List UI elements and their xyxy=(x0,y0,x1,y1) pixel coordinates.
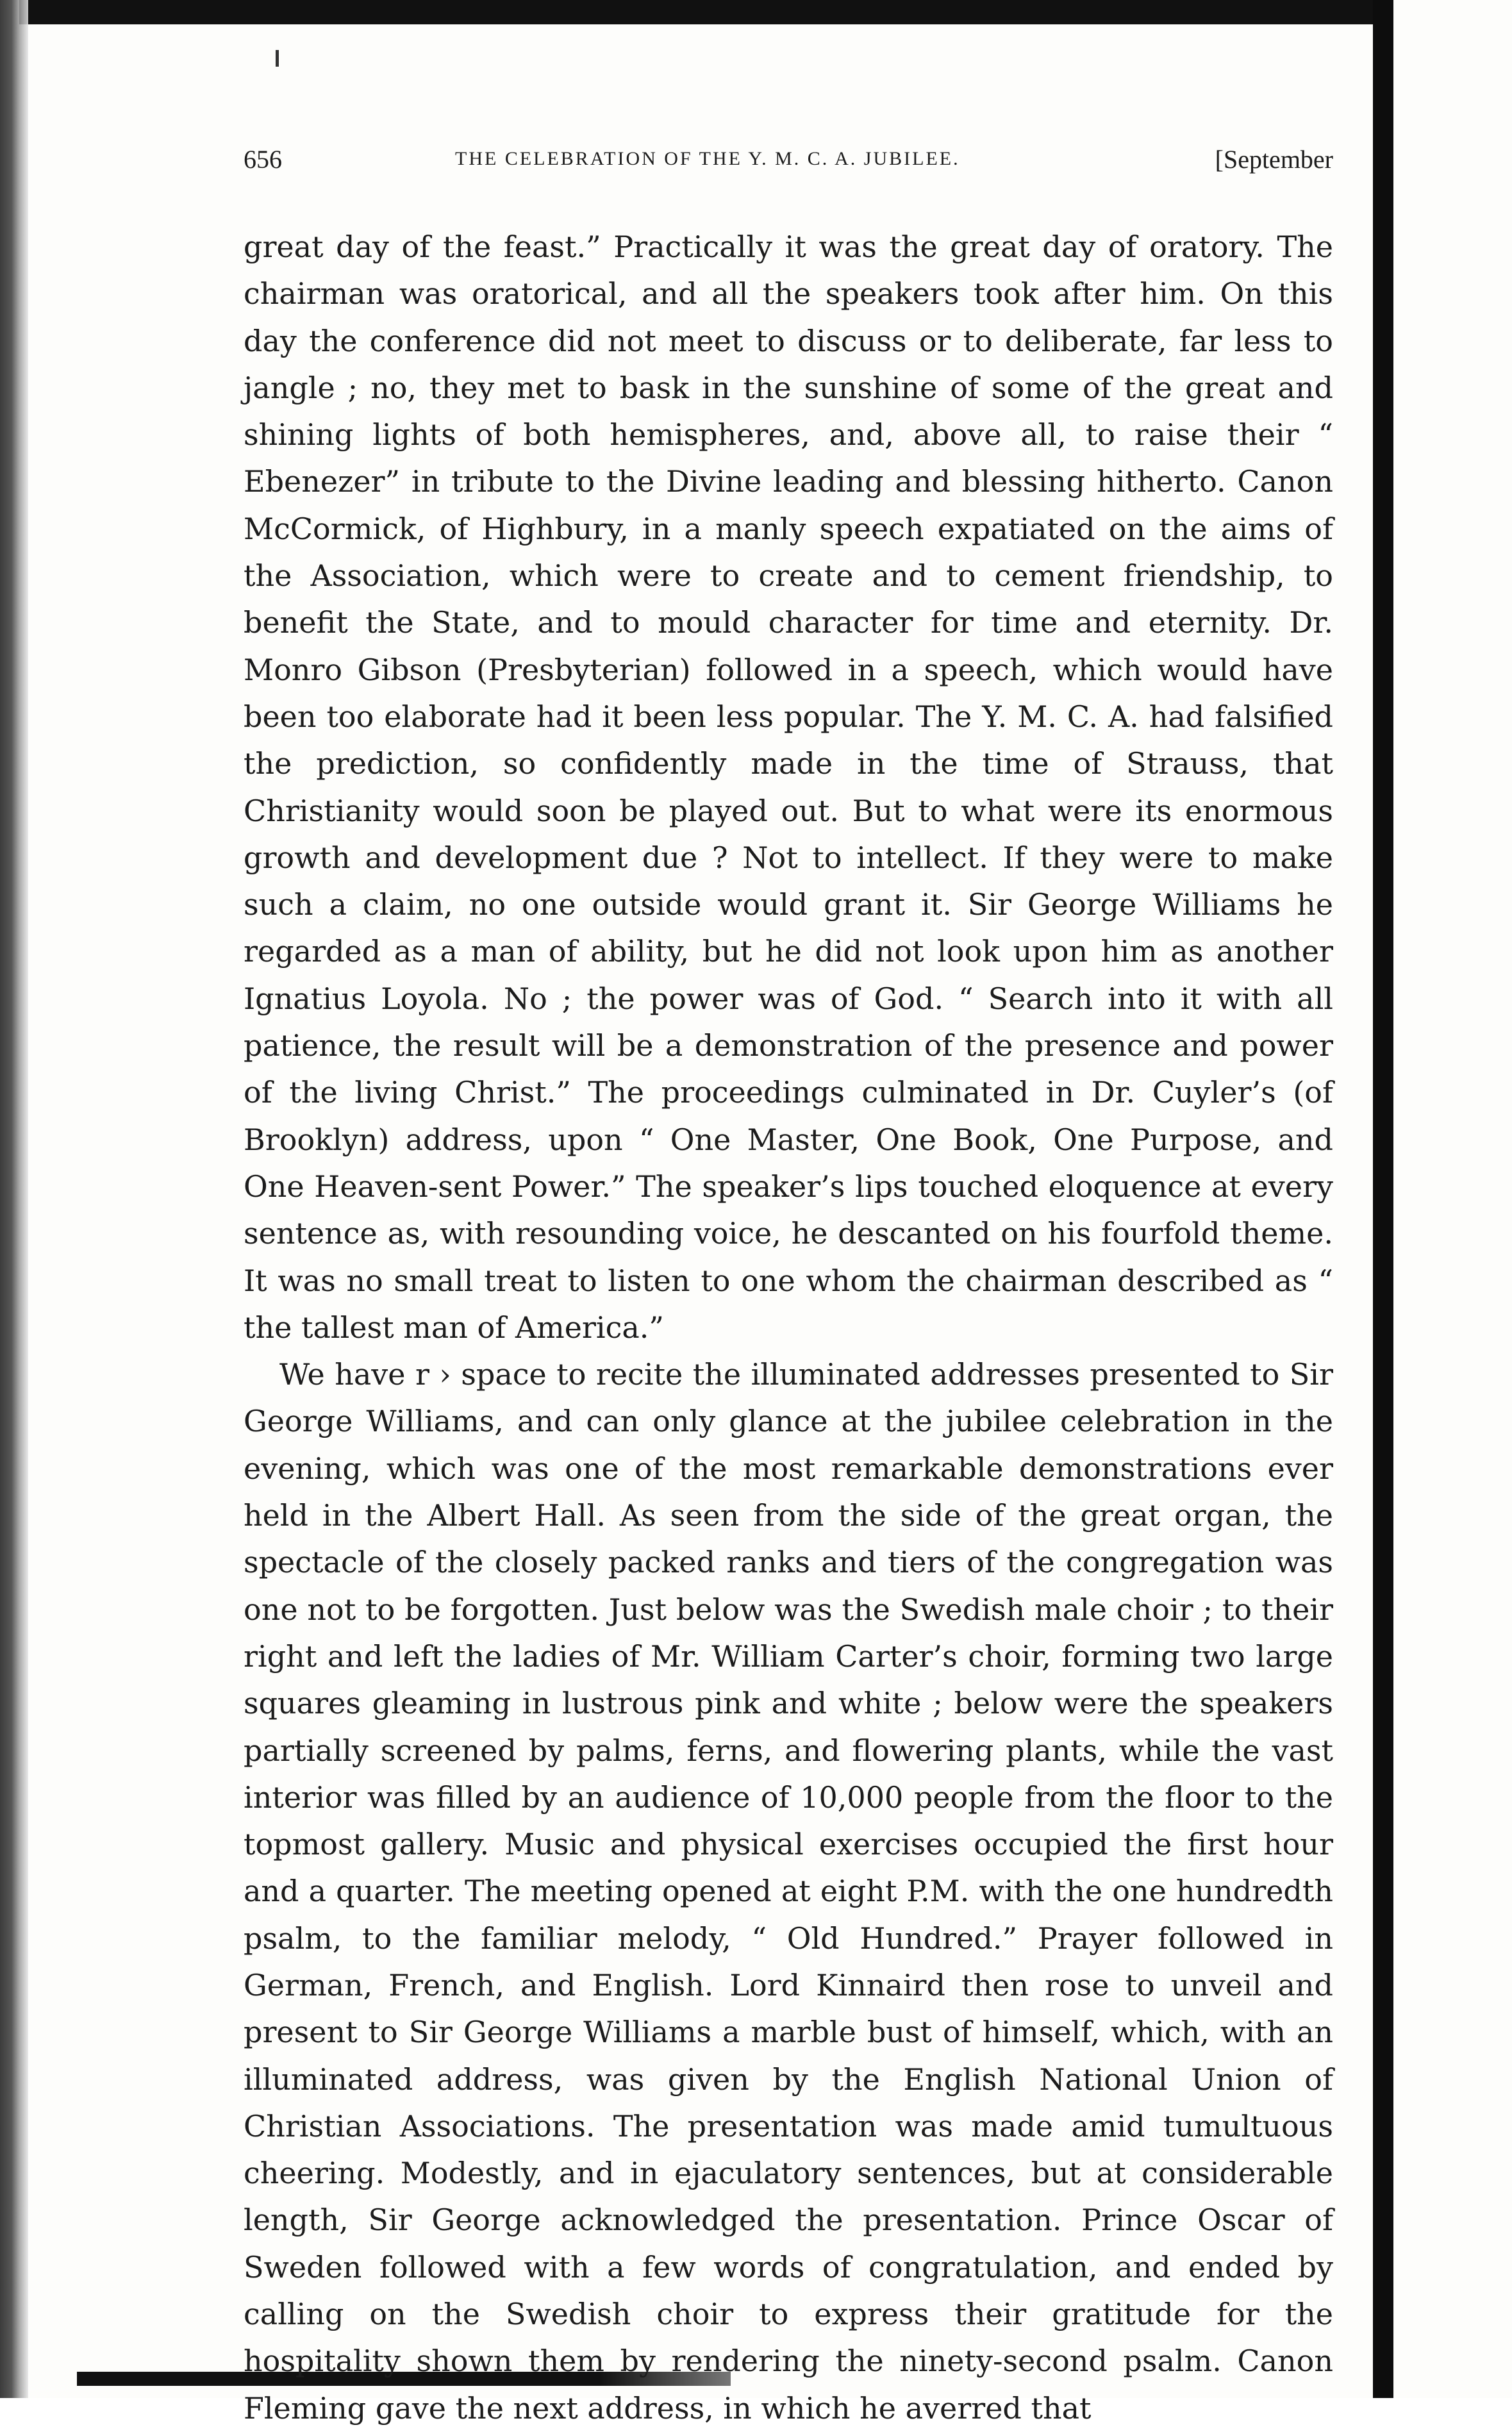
scan-border-top xyxy=(19,0,1391,24)
running-date: [September xyxy=(1215,145,1333,174)
paragraph-2: We have r › space to recite the illuminated addresses presented to Sir George Williams, and can only glance at the jubilee celebration in the evening, which was one of the most remarkable demonstrations ever held in the Albert Hall. As seen from the side of the great organ, the spectacle of the closely packed ranks and tiers of the congregation was one not to be forgotten. Just below was the Swedish male choir ; to their right and left the ladies of Mr. William Carter’s choir, forming two large squares gleaming in lustrous pink and white ; below were the speakers partially screened by palms, ferns, and flowering plants, while the vast interior was filled by an audience of 10,000 people from the floor to the topmost gallery. Music and physical exercises occupied the first hour and a quarter. The meeting opened at eight P.M. with the one hundredth psalm, to the familiar melody, “ Old Hundred.” Prayer followed in German, French, and English. Lord Kinnaird then rose to unveil and present to Sir George Williams a marble bust of himself, which, with an illuminated address, was given by the English National Union of Christian Associations. The presentation was made amid tumultuous cheering. Modestly, and in ejaculatory sentences, but at considerable length, Sir George acknowledged the presentation. Prince Oscar of Sweden followed with a few words of congratulation, and ended by calling on the Swedish choir to express their gratitude for the hospitality shown them by rendering the ninety-second psalm. Canon Fleming gave the next address, in which he averred that xyxy=(244,1357,1333,2426)
running-header xyxy=(244,144,1333,189)
text-block xyxy=(244,144,1333,2432)
article-body xyxy=(244,224,1333,2432)
scan-border-left xyxy=(0,0,28,2398)
paragraph-1: great day of the feast.” Practically it was the great day of oratory. The chairman was oratorical, and all the speakers took after him. On this day the conference did not meet to discuss or to deliberate, far less to jangle ; no, they met to bask in the sunshine of some of the great and shining lights of both hemispheres, and, above all, to raise their “ Ebenezer” in tribute to the Divine leading and blessing hitherto. Canon McCormick, of Highbury, in a manly speech expatiated on the aims of the Association, which were to create and to cement friendship, to benefit the State, and to mould character for time and eternity. Dr. Monro Gibson (Presbyterian) followed in a speech, which would have been too elaborate had it been less popular. The Y. M. C. A. had falsified the prediction, so confidently made in the time of Strauss, that Christianity would soon be played out. But to what were its enormous growth and development due ? Not to intellect. If they were to make such a claim, no one outside would grant it. Sir George Williams he regarded as a man of ability, but he did not look upon him as another Ignatius Loyola. No ; the power was of God. “ Search into it with all patience, the result will be a demonstration of the presence and power of the living Christ.” The proceedings culminated in Dr. Cuyler’s (of Brooklyn) address, upon “ One Master, One Book, One Purpose, and One Heaven-sent Power.” The speaker’s lips touched eloquence at every sentence as, with resounding voice, he descanted on his fourfold theme. It was no small treat to listen to one whom the chairman described as “ the tallest man of America.” xyxy=(244,229,1333,1345)
running-title: THE CELEBRATION OF THE Y. M. C. A. JUBILEE. xyxy=(455,148,960,169)
scan-mark xyxy=(276,50,279,67)
scan-border-right xyxy=(1373,0,1393,2398)
page-number: 656 xyxy=(244,145,282,174)
